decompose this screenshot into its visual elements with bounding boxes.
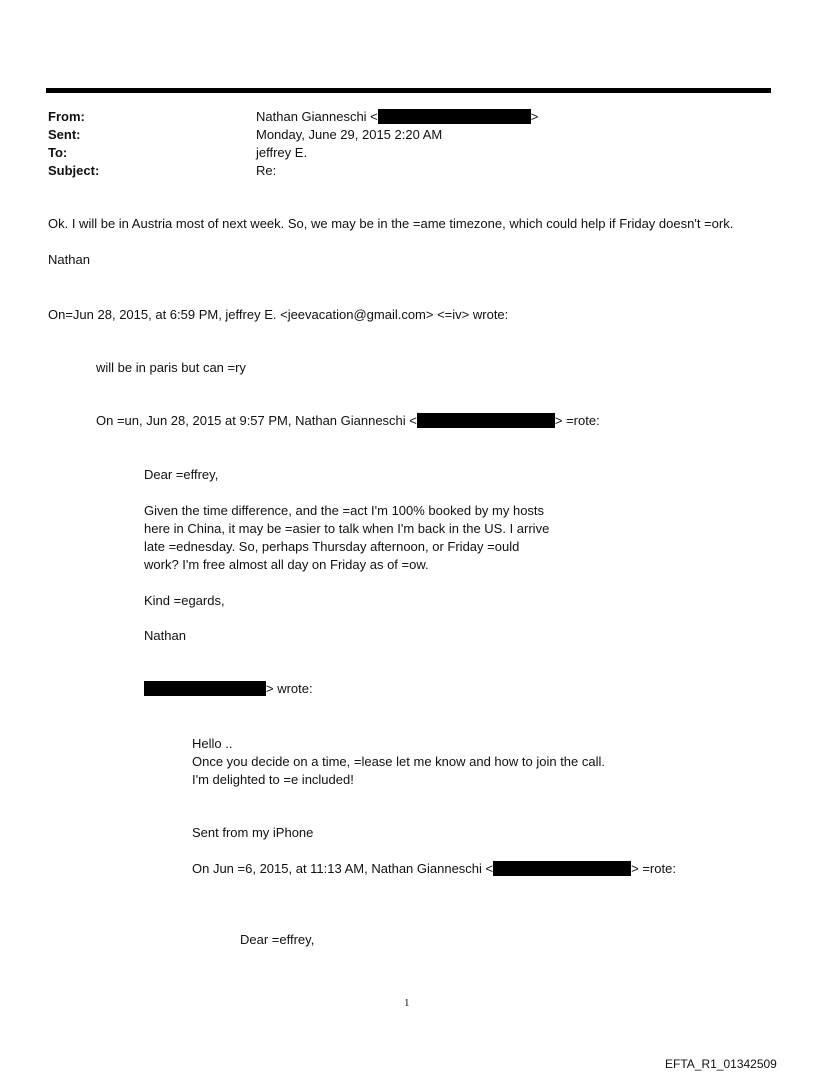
document-id: EFTA_R1_01342509 [665,1057,777,1071]
sent-value: Monday, June 29, 2015 2:20 AM [256,127,443,142]
quote-header-3 [144,681,313,697]
redacted-email [493,861,631,876]
quote-header-4-post: > =rote: [631,861,676,876]
signature-2: Nathan [144,628,186,643]
header-rule [46,88,771,93]
quote-header-2-pre: On =un, Jun 28, 2015 at 9:57 PM, Nathan Gianneschi < [96,413,417,428]
paragraph-line: here in China, it may be =asier to talk when I'm back in the US. I arrive [144,521,550,536]
sent-from: Sent from my iPhone [192,825,314,840]
hello-line: Hello .. [192,736,233,751]
signature: Nathan [48,252,90,267]
paragraph-line: late =ednesday. So, perhaps Thursday afternoon, or Friday =ould [144,539,520,554]
greeting-2: Dear =effrey, [240,932,315,947]
subject-label: Subject: [48,163,100,178]
redacted-email [378,109,531,124]
from-label: From: [48,109,85,124]
closing: Kind =egards, [144,593,225,608]
quote-text: will be in paris but can =ry [96,360,246,375]
redacted-email [417,413,555,428]
to-value: jeffrey E. [256,145,308,160]
sent-label: Sent: [48,127,81,142]
page-number: 1 [404,997,410,1009]
quote-header-2 [96,413,600,429]
body-line: Ok. I will be in Austria most of next week. So, we may be in the =ame timezone, which could help if Friday doesn't =ork. [48,216,734,231]
hello-line: I'm delighted to =e included! [192,772,354,787]
to-label: To: [48,145,68,160]
paragraph-line: work? I'm free almost all day on Friday as of =ow. [144,557,429,572]
from-close: > [530,109,539,124]
quote-header-3-post: > wrote: [266,681,313,696]
quote-header-4-pre: On Jun =6, 2015, at 11:13 AM, Nathan Gianneschi < [192,861,494,876]
greeting: Dear =effrey, [144,467,219,482]
from-name: Nathan Gianneschi < [256,109,378,124]
quote-header-2-post: > =rote: [554,413,600,428]
quote-header: On=Jun 28, 2015, at 6:59 PM, jeffrey E. <jeevacation@gmail.com> <=iv> wrote: [48,307,509,322]
hello-line: Once you decide on a time, =lease let me know and how to join the call. [192,754,605,769]
redacted-email [144,681,266,696]
subject-value: Re: [256,163,277,178]
paragraph-line: Given the time difference, and the =act I'm 100% booked by my hosts [144,503,545,518]
quote-header-4 [192,861,676,877]
from-value [256,109,538,125]
